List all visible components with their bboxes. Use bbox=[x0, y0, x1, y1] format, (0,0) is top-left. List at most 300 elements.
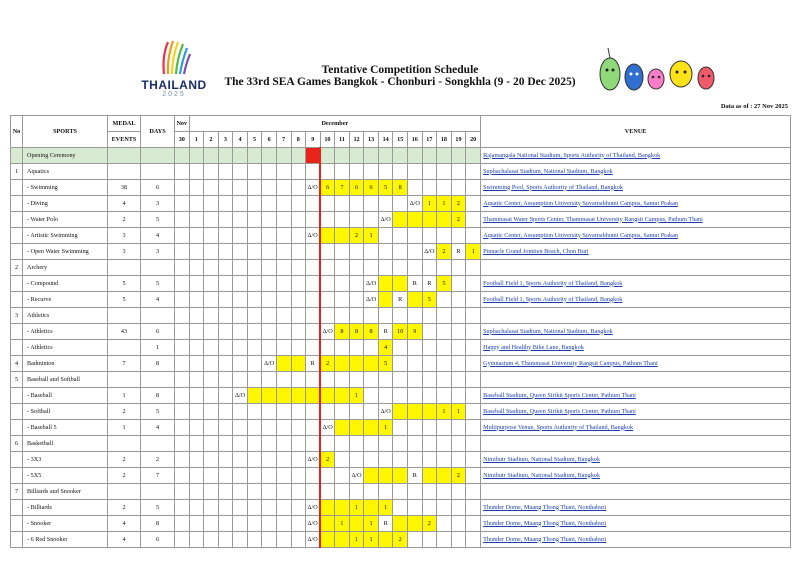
row-venue-link bbox=[481, 308, 791, 324]
schedule-table bbox=[10, 115, 791, 548]
schedule-cell bbox=[175, 468, 190, 484]
table-row bbox=[11, 436, 791, 452]
schedule-cell bbox=[233, 372, 248, 388]
schedule-cell bbox=[291, 388, 306, 404]
schedule-cell bbox=[233, 164, 248, 180]
schedule-cell bbox=[320, 500, 335, 516]
row-venue-link[interactable]: Aquatic Center, Assumption University Suvarnabhumi Campus, Samut Prakan bbox=[481, 196, 791, 212]
schedule-cell bbox=[320, 212, 335, 228]
schedule-cell: Δ/O bbox=[408, 196, 423, 212]
schedule-cell bbox=[233, 356, 248, 372]
schedule-cell: 1 bbox=[335, 516, 350, 532]
schedule-cell: Δ/O bbox=[320, 324, 335, 340]
schedule-cell: R bbox=[408, 468, 423, 484]
schedule-cell bbox=[189, 468, 204, 484]
schedule-cell bbox=[291, 180, 306, 196]
schedule-cell bbox=[437, 308, 452, 324]
row-no bbox=[11, 420, 23, 436]
row-sport: Badminton bbox=[23, 356, 108, 372]
schedule-cell bbox=[276, 292, 291, 308]
schedule-cell bbox=[175, 516, 190, 532]
row-medal-events: 38 bbox=[108, 180, 141, 196]
schedule-cell bbox=[408, 484, 423, 500]
header-day: 17 bbox=[422, 132, 437, 148]
schedule-cell bbox=[408, 436, 423, 452]
schedule-cell bbox=[291, 516, 306, 532]
schedule-cell bbox=[276, 276, 291, 292]
row-days: 8 bbox=[141, 356, 175, 372]
schedule-cell bbox=[393, 516, 408, 532]
schedule-cell bbox=[364, 212, 379, 228]
header-day: 2 bbox=[204, 132, 219, 148]
schedule-cell bbox=[378, 148, 393, 164]
schedule-cell bbox=[364, 388, 379, 404]
schedule-cell bbox=[466, 404, 481, 420]
schedule-cell bbox=[175, 340, 190, 356]
schedule-cell bbox=[451, 228, 466, 244]
schedule-cell bbox=[189, 180, 204, 196]
schedule-cell bbox=[306, 308, 321, 324]
schedule-cell bbox=[437, 180, 452, 196]
schedule-cell bbox=[306, 404, 321, 420]
row-sport: - Swimming bbox=[23, 180, 108, 196]
schedule-cell bbox=[218, 148, 233, 164]
schedule-cell bbox=[247, 484, 262, 500]
schedule-cell bbox=[218, 308, 233, 324]
schedule-cell bbox=[364, 148, 379, 164]
schedule-cell bbox=[306, 388, 321, 404]
schedule-cell bbox=[422, 212, 437, 228]
schedule-cell bbox=[466, 212, 481, 228]
row-days: 6 bbox=[141, 324, 175, 340]
row-medal-events: 5 bbox=[108, 292, 141, 308]
schedule-cell bbox=[378, 484, 393, 500]
schedule-cell bbox=[437, 148, 452, 164]
schedule-cell bbox=[408, 244, 423, 260]
schedule-cell bbox=[378, 292, 393, 308]
schedule-cell bbox=[364, 308, 379, 324]
schedule-cell bbox=[393, 484, 408, 500]
row-medal-events: 3 bbox=[108, 228, 141, 244]
schedule-cell bbox=[422, 500, 437, 516]
schedule-cell bbox=[276, 484, 291, 500]
schedule-cell bbox=[437, 484, 452, 500]
schedule-cell bbox=[422, 404, 437, 420]
row-days: 5 bbox=[141, 276, 175, 292]
row-no: 6 bbox=[11, 436, 23, 452]
schedule-cell bbox=[451, 260, 466, 276]
schedule-cell bbox=[422, 260, 437, 276]
schedule-cell bbox=[451, 308, 466, 324]
schedule-cell bbox=[233, 500, 248, 516]
table-row bbox=[11, 516, 791, 532]
schedule-cell bbox=[437, 324, 452, 340]
schedule-cell bbox=[349, 452, 364, 468]
schedule-cell bbox=[204, 500, 219, 516]
schedule-cell bbox=[247, 308, 262, 324]
schedule-cell bbox=[175, 484, 190, 500]
schedule-cell bbox=[437, 500, 452, 516]
row-venue-link[interactable]: Rajamangala National Stadium, Sports Authority of Thailand, Bangkok bbox=[481, 148, 791, 164]
schedule-cell bbox=[466, 436, 481, 452]
schedule-cell bbox=[262, 532, 277, 548]
header-day: 20 bbox=[466, 132, 481, 148]
schedule-cell bbox=[422, 340, 437, 356]
schedule-cell bbox=[262, 276, 277, 292]
row-sport: - Compound bbox=[23, 276, 108, 292]
header-venue: VENUE bbox=[481, 116, 791, 148]
schedule-cell bbox=[175, 388, 190, 404]
schedule-cell bbox=[175, 244, 190, 260]
schedule-cell bbox=[422, 356, 437, 372]
schedule-cell bbox=[364, 420, 379, 436]
row-venue-link[interactable]: Nimibutr Stadium, National Stadium, Bangkok bbox=[481, 468, 791, 484]
schedule-cell bbox=[262, 436, 277, 452]
row-days: 8 bbox=[141, 388, 175, 404]
schedule-cell bbox=[291, 468, 306, 484]
schedule-cell bbox=[247, 356, 262, 372]
schedule-cell bbox=[291, 420, 306, 436]
row-medal-events bbox=[108, 164, 141, 180]
schedule-cell bbox=[204, 420, 219, 436]
schedule-cell bbox=[247, 388, 262, 404]
schedule-cell bbox=[320, 164, 335, 180]
schedule-cell bbox=[408, 228, 423, 244]
schedule-cell bbox=[437, 260, 452, 276]
schedule-cell bbox=[451, 436, 466, 452]
schedule-cell bbox=[466, 468, 481, 484]
row-medal-events: 7 bbox=[108, 356, 141, 372]
row-venue-link[interactable]: Suphachalasai Stadium, National Stadium, Bangkok bbox=[481, 164, 791, 180]
schedule-cell bbox=[233, 484, 248, 500]
schedule-cell bbox=[189, 292, 204, 308]
schedule-cell bbox=[306, 260, 321, 276]
schedule-cell: Δ/O bbox=[306, 500, 321, 516]
schedule-cell bbox=[378, 468, 393, 484]
header-day: 11 bbox=[335, 132, 350, 148]
schedule-cell bbox=[262, 164, 277, 180]
schedule-cell bbox=[378, 196, 393, 212]
schedule-cell bbox=[422, 228, 437, 244]
schedule-cell bbox=[233, 196, 248, 212]
schedule-cell: 1 bbox=[451, 404, 466, 420]
schedule-cell bbox=[306, 148, 321, 164]
row-days: 4 bbox=[141, 292, 175, 308]
schedule-cell bbox=[349, 260, 364, 276]
schedule-cell bbox=[276, 388, 291, 404]
schedule-cell bbox=[276, 500, 291, 516]
schedule-cell: 1 bbox=[422, 196, 437, 212]
schedule-cell bbox=[218, 292, 233, 308]
row-venue-link bbox=[481, 484, 791, 500]
schedule-cell: 10 bbox=[393, 324, 408, 340]
schedule-cell bbox=[320, 516, 335, 532]
row-no bbox=[11, 340, 23, 356]
schedule-cell bbox=[378, 276, 393, 292]
schedule-cell bbox=[437, 340, 452, 356]
schedule-cell bbox=[291, 532, 306, 548]
row-sport: - Billiards bbox=[23, 500, 108, 516]
header-day: 14 bbox=[378, 132, 393, 148]
schedule-cell bbox=[408, 308, 423, 324]
row-venue-link bbox=[481, 260, 791, 276]
schedule-cell bbox=[422, 468, 437, 484]
schedule-cell bbox=[393, 436, 408, 452]
row-days bbox=[141, 484, 175, 500]
schedule-cell bbox=[364, 260, 379, 276]
row-venue-link bbox=[481, 436, 791, 452]
schedule-cell: 5 bbox=[422, 292, 437, 308]
schedule-cell bbox=[466, 516, 481, 532]
schedule-cell bbox=[422, 420, 437, 436]
row-medal-events: 1 bbox=[108, 420, 141, 436]
row-venue-link[interactable]: Swimming Pool, Sports Authority of Thailand, Bangkok bbox=[481, 180, 791, 196]
schedule-cell bbox=[175, 532, 190, 548]
schedule-cell bbox=[189, 212, 204, 228]
row-medal-events bbox=[108, 372, 141, 388]
schedule-cell bbox=[349, 420, 364, 436]
schedule-cell bbox=[451, 532, 466, 548]
schedule-cell bbox=[189, 148, 204, 164]
schedule-cell bbox=[408, 148, 423, 164]
schedule-cell bbox=[204, 260, 219, 276]
schedule-cell bbox=[276, 324, 291, 340]
schedule-cell bbox=[335, 420, 350, 436]
schedule-cell bbox=[437, 532, 452, 548]
schedule-cell bbox=[422, 484, 437, 500]
schedule-cell bbox=[204, 372, 219, 388]
schedule-cell bbox=[335, 212, 350, 228]
row-no bbox=[11, 516, 23, 532]
schedule-cell: 8 bbox=[364, 324, 379, 340]
schedule-cell: 1 bbox=[364, 532, 379, 548]
row-days bbox=[141, 260, 175, 276]
schedule-cell bbox=[349, 308, 364, 324]
row-venue-link[interactable]: Football Field 1, Sports Authority of Thailand, Bangkok bbox=[481, 276, 791, 292]
schedule-cell bbox=[437, 356, 452, 372]
row-days bbox=[141, 436, 175, 452]
schedule-cell bbox=[276, 212, 291, 228]
schedule-cell bbox=[408, 452, 423, 468]
schedule-cell bbox=[451, 324, 466, 340]
row-venue-link[interactable]: Gymnasium 4, Thammasat University Rangsit Campus, Pathum Thani bbox=[481, 356, 791, 372]
schedule-cell: 8 bbox=[393, 180, 408, 196]
row-no: 1 bbox=[11, 164, 23, 180]
row-venue-link[interactable]: Baseball Stadium, Queen Sirikit Sports Center, Pathum Thani bbox=[481, 388, 791, 404]
row-medal-events: 4 bbox=[108, 196, 141, 212]
schedule-cell bbox=[466, 500, 481, 516]
row-venue-link[interactable]: Aquatic Center, Assumption University Suvarnabhumi Campus, Samut Prakan bbox=[481, 228, 791, 244]
schedule-cell bbox=[233, 340, 248, 356]
row-venue-link[interactable]: Thunder Dome, Muang Thong Thani, Nonthaburi bbox=[481, 516, 791, 532]
schedule-cell bbox=[262, 340, 277, 356]
schedule-cell bbox=[306, 420, 321, 436]
schedule-cell bbox=[175, 228, 190, 244]
schedule-cell bbox=[349, 404, 364, 420]
schedule-cell bbox=[189, 324, 204, 340]
row-sport: - Baseball 5 bbox=[23, 420, 108, 436]
schedule-cell: 2 bbox=[320, 452, 335, 468]
schedule-cell: Δ/O bbox=[233, 388, 248, 404]
schedule-cell bbox=[291, 484, 306, 500]
schedule-cell: R bbox=[451, 244, 466, 260]
schedule-cell bbox=[218, 532, 233, 548]
schedule-cell bbox=[335, 404, 350, 420]
schedule-cell bbox=[291, 276, 306, 292]
schedule-cell bbox=[175, 276, 190, 292]
schedule-cell bbox=[204, 452, 219, 468]
row-no: 2 bbox=[11, 260, 23, 276]
schedule-cell bbox=[393, 308, 408, 324]
header-day: 5 bbox=[247, 132, 262, 148]
schedule-cell bbox=[466, 452, 481, 468]
schedule-cell bbox=[247, 340, 262, 356]
row-venue-link[interactable]: Baseball Stadium, Queen Sirikit Sports Center, Pathum Thani bbox=[481, 404, 791, 420]
schedule-cell bbox=[466, 388, 481, 404]
schedule-cell bbox=[378, 452, 393, 468]
schedule-cell bbox=[291, 372, 306, 388]
schedule-cell bbox=[364, 404, 379, 420]
schedule-cell bbox=[247, 148, 262, 164]
schedule-cell bbox=[175, 164, 190, 180]
row-sport: - Artistic Swimming bbox=[23, 228, 108, 244]
row-venue-link[interactable]: Suphachalasai Stadium, National Stadium, Bangkok bbox=[481, 324, 791, 340]
schedule-cell bbox=[247, 228, 262, 244]
row-medal-events bbox=[108, 148, 141, 164]
schedule-cell bbox=[306, 292, 321, 308]
schedule-cell: 6 bbox=[349, 180, 364, 196]
schedule-cell bbox=[408, 356, 423, 372]
schedule-cell: 2 bbox=[451, 196, 466, 212]
header-day: 6 bbox=[262, 132, 277, 148]
schedule-cell bbox=[276, 404, 291, 420]
schedule-cell bbox=[466, 372, 481, 388]
page-title bbox=[210, 64, 590, 88]
schedule-cell bbox=[364, 436, 379, 452]
schedule-cell: Δ/O bbox=[349, 468, 364, 484]
row-venue-link[interactable]: Thammasat Water Sports Center, Thammasat University Rangsit Campus, Pathum Thani bbox=[481, 212, 791, 228]
table-row bbox=[11, 260, 791, 276]
schedule-cell bbox=[437, 436, 452, 452]
schedule-cell: Δ/O bbox=[320, 420, 335, 436]
table-row bbox=[11, 196, 791, 212]
schedule-cell bbox=[306, 436, 321, 452]
row-venue-link[interactable]: Thunder Dome, Muang Thong Thani, Nonthaburi bbox=[481, 532, 791, 548]
schedule-cell bbox=[204, 484, 219, 500]
schedule-cell bbox=[437, 164, 452, 180]
schedule-cell bbox=[451, 484, 466, 500]
schedule-cell bbox=[189, 404, 204, 420]
schedule-cell bbox=[364, 500, 379, 516]
schedule-cell: 5 bbox=[378, 180, 393, 196]
schedule-cell bbox=[306, 324, 321, 340]
schedule-cell bbox=[437, 516, 452, 532]
schedule-cell bbox=[262, 260, 277, 276]
schedule-cell bbox=[335, 372, 350, 388]
row-no bbox=[11, 196, 23, 212]
table-row bbox=[11, 276, 791, 292]
title-line-2: The 33rd SEA Games Bangkok - Chonburi - Songkhla (9 - 20 Dec 2025) bbox=[224, 76, 576, 88]
row-venue-link[interactable]: Pinnacle Grand Jomtien Beach, Chon Buri bbox=[481, 244, 791, 260]
schedule-cell bbox=[233, 212, 248, 228]
schedule-cell bbox=[466, 420, 481, 436]
schedule-cell bbox=[247, 372, 262, 388]
schedule-cell: 2 bbox=[451, 468, 466, 484]
schedule-cell: 6 bbox=[320, 180, 335, 196]
schedule-cell bbox=[466, 196, 481, 212]
schedule-cell bbox=[276, 180, 291, 196]
schedule-cell: Δ/O bbox=[378, 212, 393, 228]
schedule-cell bbox=[262, 180, 277, 196]
row-venue-link[interactable]: Nimibutr Stadium, National Stadium, Bangkok bbox=[481, 452, 791, 468]
schedule-cell bbox=[422, 436, 437, 452]
table-row bbox=[11, 420, 791, 436]
schedule-cell bbox=[175, 372, 190, 388]
schedule-cell: R bbox=[378, 516, 393, 532]
row-venue-link[interactable]: Football Field 1, Sports Authority of Thailand, Bangkok bbox=[481, 292, 791, 308]
schedule-cell bbox=[276, 516, 291, 532]
schedule-cell: 1 bbox=[364, 228, 379, 244]
schedule-cell bbox=[320, 388, 335, 404]
schedule-cell bbox=[349, 356, 364, 372]
schedule-cell bbox=[437, 388, 452, 404]
row-medal-events: 2 bbox=[108, 404, 141, 420]
row-venue-link[interactable]: Multipurpose Venue, Sports Authority of Thailand, Bangkok bbox=[481, 420, 791, 436]
table-row bbox=[11, 292, 791, 308]
schedule-cell bbox=[189, 500, 204, 516]
header-events: EVENTS bbox=[108, 132, 141, 148]
schedule-cell bbox=[437, 468, 452, 484]
schedule-cell: 2 bbox=[349, 228, 364, 244]
schedule-cell bbox=[262, 212, 277, 228]
schedule-cell bbox=[335, 452, 350, 468]
schedule-cell bbox=[408, 212, 423, 228]
schedule-cell bbox=[320, 484, 335, 500]
schedule-cell bbox=[262, 500, 277, 516]
schedule-cell bbox=[233, 228, 248, 244]
row-medal-events: 43 bbox=[108, 324, 141, 340]
schedule-cell bbox=[393, 164, 408, 180]
row-days: 8 bbox=[141, 516, 175, 532]
row-venue-link[interactable]: Thunder Dome, Muang Thong Thani, Nonthaburi bbox=[481, 500, 791, 516]
row-sport: - Snooker bbox=[23, 516, 108, 532]
schedule-cell: 8 bbox=[335, 324, 350, 340]
header-day: 8 bbox=[291, 132, 306, 148]
schedule-cell bbox=[247, 260, 262, 276]
schedule-cell bbox=[189, 532, 204, 548]
row-sport: - Water Polo bbox=[23, 212, 108, 228]
table-row bbox=[11, 340, 791, 356]
schedule-cell: 2 bbox=[422, 516, 437, 532]
schedule-cell bbox=[247, 532, 262, 548]
schedule-cell bbox=[262, 148, 277, 164]
row-sport: Basketball bbox=[23, 436, 108, 452]
row-venue-link[interactable]: Happy and Healthy Bike Lane, Bangkok bbox=[481, 340, 791, 356]
schedule-cell bbox=[247, 500, 262, 516]
row-days bbox=[141, 308, 175, 324]
row-no bbox=[11, 180, 23, 196]
schedule-cell bbox=[276, 260, 291, 276]
schedule-cell bbox=[291, 452, 306, 468]
table-row bbox=[11, 212, 791, 228]
header-day: 18 bbox=[437, 132, 452, 148]
schedule-cell bbox=[335, 468, 350, 484]
schedule-cell bbox=[276, 436, 291, 452]
schedule-cell: 5 bbox=[378, 356, 393, 372]
schedule-cell bbox=[393, 212, 408, 228]
row-no bbox=[11, 292, 23, 308]
schedule-cell bbox=[437, 292, 452, 308]
